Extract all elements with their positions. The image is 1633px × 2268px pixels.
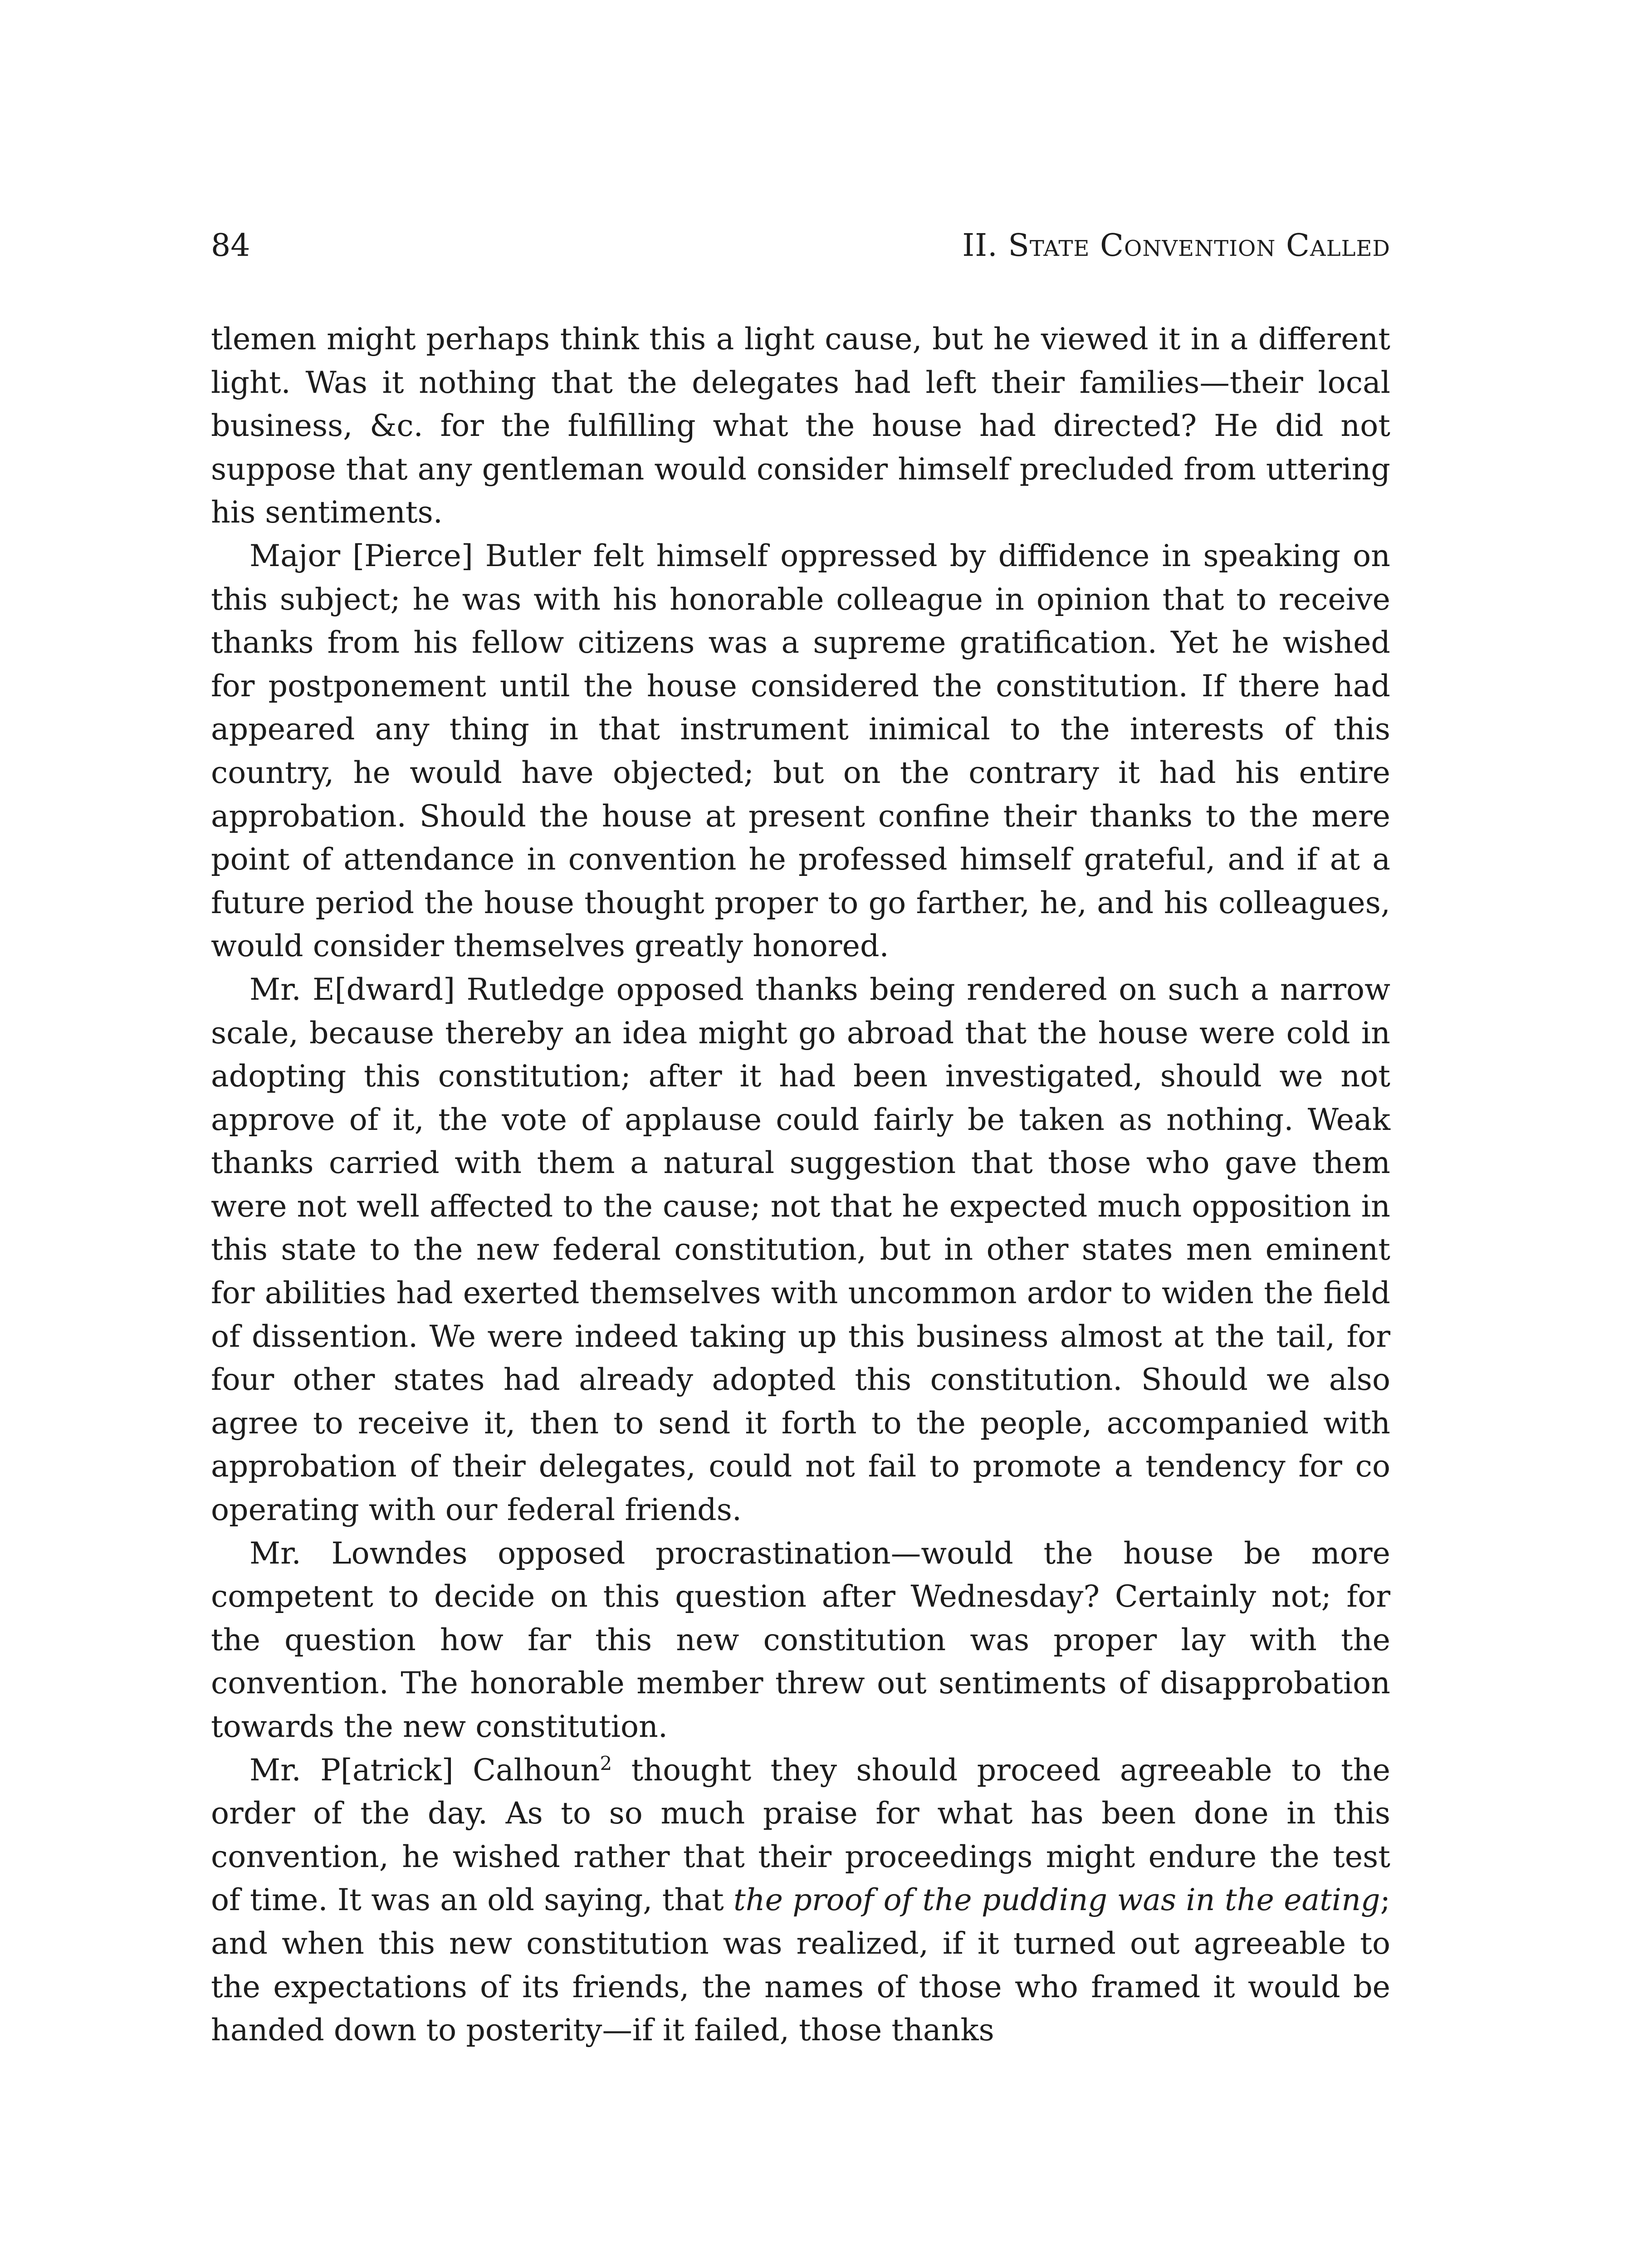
running-head: II. State Convention Called [962, 228, 1390, 264]
calhoun-text-part2: thought they should proceed agreeable to the order of the day. As to so much praise for what has been done in this convention, he wished rather that their proceedings might endure the test of time. It was an old saying, that [211, 1752, 1390, 1918]
calhoun-text-part3: ; and when this new constitution was realized, if it turned out agreeable to the expectations of its friends, the names of those who framed it would be handed down to posterity—if it failed, those thanks [211, 1882, 1390, 2048]
page-header [211, 228, 1390, 278]
paragraph-calhoun [211, 1749, 1390, 2052]
paragraph-continuation: tlemen might perhaps think this a light cause, but he viewed it in a different light. Was it nothing that the delegates had left their families—their local business, &c. for the fulfilling what the house had directed? He did not suppose that any gentleman would consider himself precluded from uttering his sentiments. [211, 321, 1390, 530]
page-number: 84 [211, 228, 250, 264]
paragraph-rutledge: Mr. E[dward] Rutledge opposed thanks being rendered on such a narrow scale, because thereby an idea might go abroad that the house were cold in adopting this constitution; after it had been investigated, should we not approve of it, the vote of applause could fairly be taken as nothing. Weak thanks carried with them a natural suggestion that those who gave them were not well affected to the cause; not that he expected much opposition in this state to the new federal constitution, but in other states men eminent for abilities had exerted themselves with uncommon ardor to widen the field of dissention. We were indeed taking up this business almost at the tail, for four other states had already adopted this constitution. Should we also agree to receive it, then to send it forth to the people, accompanied with approbation of their delegates, could not fail to promote a tendency for co operating with our federal friends. [211, 971, 1390, 1528]
italic-saying: the proof of the pudding was in the eating [733, 1882, 1380, 1918]
body-text [211, 318, 1390, 2052]
paragraph-lowndes: Mr. Lowndes opposed procrastination—would the house be more competent to decide on this question after Wednesday? Certainly not; for the question how far this new constitution was proper lay with the convention. The honorable member threw out sentiments of disapprobation towards the new constitution. [211, 1535, 1390, 1744]
calhoun-text-part1: Mr. P[atrick] Calhoun [249, 1752, 600, 1788]
paragraph-butler: Major [Pierce] Butler felt himself oppressed by diffidence in speaking on this subject; he was with his honorable colleague in opinion that to receive thanks from his fellow citizens was a supreme gratification. Yet he wished for postponement until the house considered the constitution. If there had appeared any thing in that instrument inimical to the interests of this country, he would have objected; but on the contrary it had his entire approbation. Should the house at present confine their thanks to the mere point of attendance in convention he professed himself grateful, and if at a future period the house thought proper to go farther, he, and his colleagues, would consider themselves greatly honored. [211, 538, 1390, 964]
footnote-mark: 2 [600, 1752, 612, 1774]
